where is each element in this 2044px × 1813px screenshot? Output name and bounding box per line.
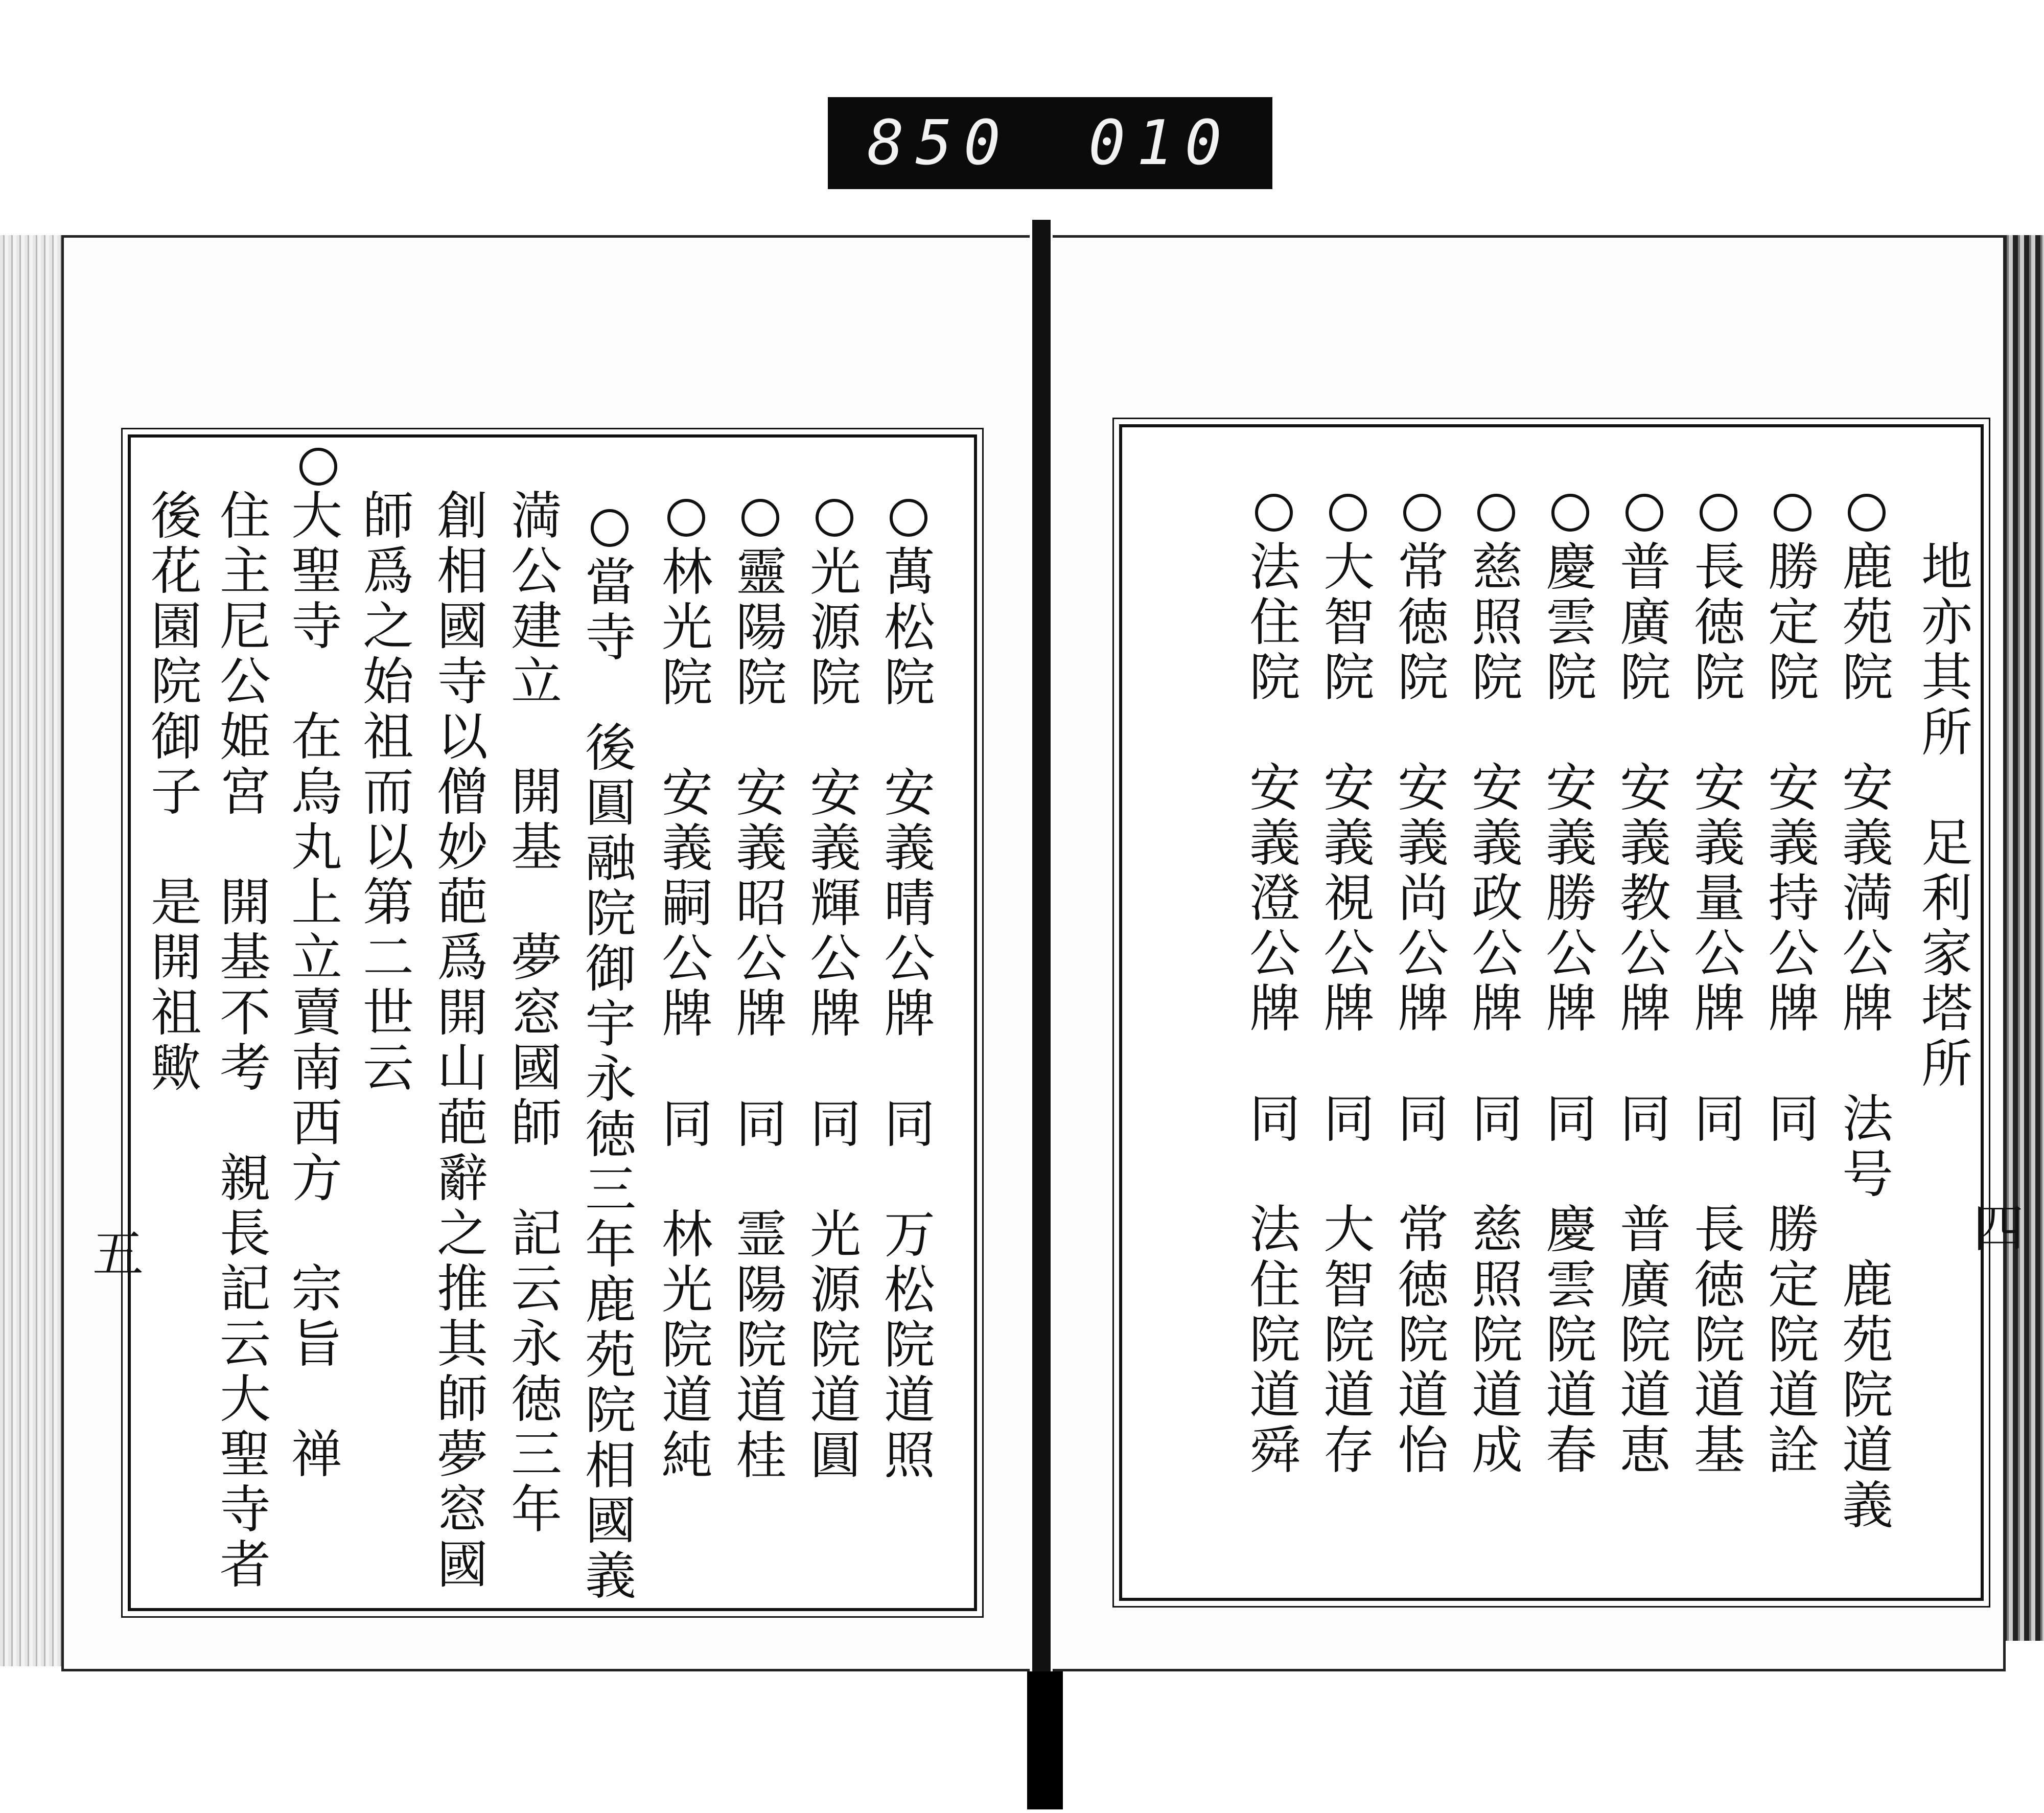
circle-mark [299, 448, 337, 486]
circle-mark [667, 499, 705, 537]
left-text-frame [128, 434, 977, 1611]
text-column: 創相國寺以僧妙葩爲開山葩辭之推其師夢窓國 [428, 489, 488, 1593]
frame-number: 010 [1088, 107, 1233, 179]
frame-number-label [828, 97, 1272, 189]
circle-mark [1255, 494, 1293, 532]
text-column: 長徳院 安義量公牌 同 長徳院道基 [1685, 540, 1745, 1478]
book-left-edge [0, 235, 72, 1666]
text-column: 萬松院 安義晴公牌 同 万松院道照 [875, 545, 935, 1483]
book-spine [1032, 220, 1051, 1804]
text-column: 後花園院御子 是開祖歟 [142, 489, 202, 1096]
text-column: 師爲之始祖而以第二世云 [354, 489, 414, 1096]
circle-mark [1774, 494, 1811, 532]
text-column: 満公建立 開基 夢窓國師 記云永徳三年 [502, 489, 562, 1537]
circle-mark [1625, 494, 1663, 532]
text-column: 林光院 安義嗣公牌 同 林光院道純 [653, 545, 713, 1483]
text-column: 地亦其所 足利家塔所 [1913, 540, 1972, 1092]
text-column: 當寺 後圓融院御宇永徳三年鹿苑院相國義 [576, 555, 636, 1604]
text-column: 常徳院 安義尚公牌 同 常徳院道怡 [1389, 540, 1449, 1478]
circle-mark [741, 499, 779, 537]
circle-mark [591, 509, 629, 547]
text-column: 住主尼公姫宮 開基不考 親長記云大聖寺者 [211, 489, 271, 1593]
circle-mark [1551, 494, 1589, 532]
text-column: 慶雲院 安義勝公牌 同 慶雲院道春 [1537, 540, 1597, 1478]
text-column: 大聖寺 在烏丸上立賣南西方 宗旨 禅 [283, 489, 342, 1482]
text-column: 大智院 安義視公牌 同 大智院道存 [1315, 540, 1375, 1478]
circle-mark [1848, 494, 1886, 532]
right-text-frame [1119, 424, 1984, 1601]
circle-mark [890, 499, 927, 537]
spine-clip [1027, 1671, 1063, 1809]
text-column: 慈照院 安義政公牌 同 慈照院道成 [1463, 540, 1523, 1478]
page-number: 四 [1964, 1201, 2024, 1252]
circle-mark [1477, 494, 1515, 532]
text-column: 光源院 安義輝公牌 同 光源院道圓 [801, 545, 861, 1483]
text-column: 普廣院 安義教公牌 同 普廣院道恵 [1611, 540, 1671, 1478]
text-column: 法住院 安義澄公牌 同 法住院道舜 [1241, 540, 1300, 1478]
page-number: 五 [84, 1227, 144, 1278]
circle-mark [1700, 494, 1737, 532]
text-column: 鹿苑院 安義満公牌 法号 鹿苑院道義 [1833, 540, 1893, 1533]
circle-mark [1403, 494, 1441, 532]
circle-mark [1329, 494, 1367, 532]
text-column: 靈陽院 安義昭公牌 同 霊陽院道桂 [727, 545, 787, 1483]
reel-number: 850 [867, 107, 1012, 179]
text-column: 勝定院 安義持公牌 同 勝定院道詮 [1759, 540, 1819, 1478]
circle-mark [816, 499, 853, 537]
